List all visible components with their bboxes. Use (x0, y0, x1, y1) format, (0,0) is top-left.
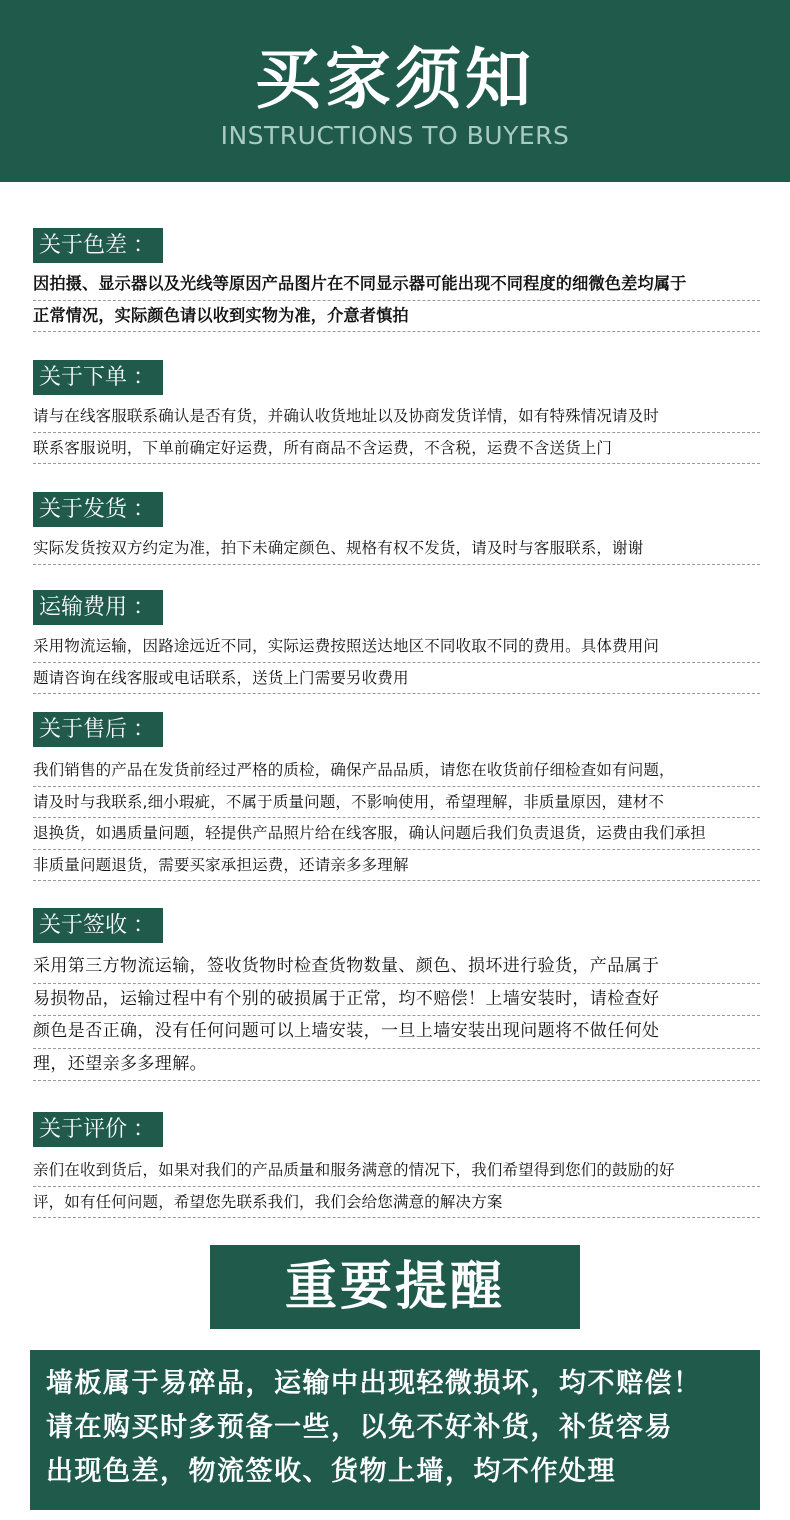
page-subtitle: INSTRUCTIONS TO BUYERS (220, 121, 570, 150)
section-tag (33, 1112, 163, 1147)
section-line: 采用物流运输，因路途远近不同，实际运费按照送达地区不同收取不同的费用。具体费用问 (33, 631, 760, 663)
header-banner (0, 0, 790, 182)
section-review (33, 1112, 760, 1218)
section-shipping (33, 492, 760, 565)
section-colon: ： (133, 365, 156, 390)
section-tag (33, 908, 163, 943)
section-line: 亲们在收到货后，如果对我们的产品质量和服务满意的情况下，我们希望得到您们的鼓励的好 (33, 1155, 760, 1187)
section-colon: ： (133, 595, 156, 620)
page-title: 买家须知 (255, 41, 535, 118)
notice-line: 请在购买时多预备一些，以免不好补货，补货容易 (46, 1412, 673, 1443)
section-line: 联系客服说明，下单前确定好运费，所有商品不含运费，不含税，运费不含送货上门 (33, 433, 760, 465)
section-line: 颜色是否正确，没有任何问题可以上墙安装，一旦上墙安装出现问题将不做任何处 (33, 1016, 760, 1049)
section-line: 采用第三方物流运输，签收货物时检查货物数量、颜色、损坏进行验货，产品属于 (33, 951, 760, 984)
section-title: 关于下单 (39, 365, 128, 390)
section-tag (33, 712, 163, 747)
section-color (33, 228, 760, 332)
section-line: 退换货，如遇质量问题，轻提供产品照片给在线客服，确认问题后我们负责退货，运费由我们承担 (33, 818, 760, 850)
section-line: 易损物品，运输过程中有个别的破损属于正常，均不赔偿！上墙安装时，请检查好 (33, 984, 760, 1017)
section-title: 运输费用 (39, 595, 128, 620)
section-title: 关于色差 (39, 233, 128, 258)
section-title: 关于售后 (39, 717, 128, 742)
section-line: 请与在线客服联系确认是否有货，并确认收货地址以及协商发货详情，如有特殊情况请及时 (33, 401, 760, 433)
section-line: 非质量问题退货，需要买家承担运费，还请亲多多理解 (33, 850, 760, 882)
section-line: 评，如有任何问题，希望您先联系我们，我们会给您满意的解决方案 (33, 1187, 760, 1219)
section-title: 关于发货 (39, 497, 128, 522)
section-order (33, 360, 760, 464)
section-receipt (33, 908, 760, 1081)
section-line: 我们销售的产品在发货前经过严格的质检，确保产品品质，请您在收货前仔细检查如有问题， (33, 755, 760, 787)
section-line: 实际发货按双方约定为准，拍下未确定颜色、规格有权不发货，请及时与客服联系，谢谢 (33, 533, 760, 565)
section-line: 请及时与我联系,细小瑕疵，不属于质量问题，不影响使用，希望理解，非质量原因，建材不 (33, 787, 760, 819)
section-line: 理，还望亲多多理解。 (33, 1049, 760, 1082)
section-line: 因拍摄、显示器以及光线等原因产品图片在不同显示器可能出现不同程度的细微色差均属于 (33, 269, 760, 301)
section-tag (33, 360, 163, 395)
reminder-notice (30, 1350, 760, 1510)
section-colon: ： (133, 497, 156, 522)
section-title: 关于评价 (39, 1117, 128, 1142)
section-tag (33, 492, 163, 527)
section-colon: ： (133, 913, 156, 938)
section-line: 题请咨询在线客服或电话联系，送货上门需要另收费用 (33, 663, 760, 695)
section-freight (33, 590, 760, 694)
notice-line: 出现色差，物流签收、货物上墙，均不作处理 (46, 1456, 616, 1487)
section-aftersale (33, 712, 760, 881)
section-tag (33, 228, 163, 263)
notice-line: 墙板属于易碎品，运输中出现轻微损坏，均不赔偿！ (46, 1368, 702, 1399)
section-colon: ： (133, 1117, 156, 1142)
section-line: 正常情况，实际颜色请以收到实物为准，介意者慎拍 (33, 301, 760, 333)
section-title: 关于签收 (39, 913, 128, 938)
section-colon: ： (133, 233, 156, 258)
reminder-title: 重要提醒 (210, 1245, 580, 1329)
section-colon: ： (133, 717, 156, 742)
section-tag (33, 590, 163, 625)
